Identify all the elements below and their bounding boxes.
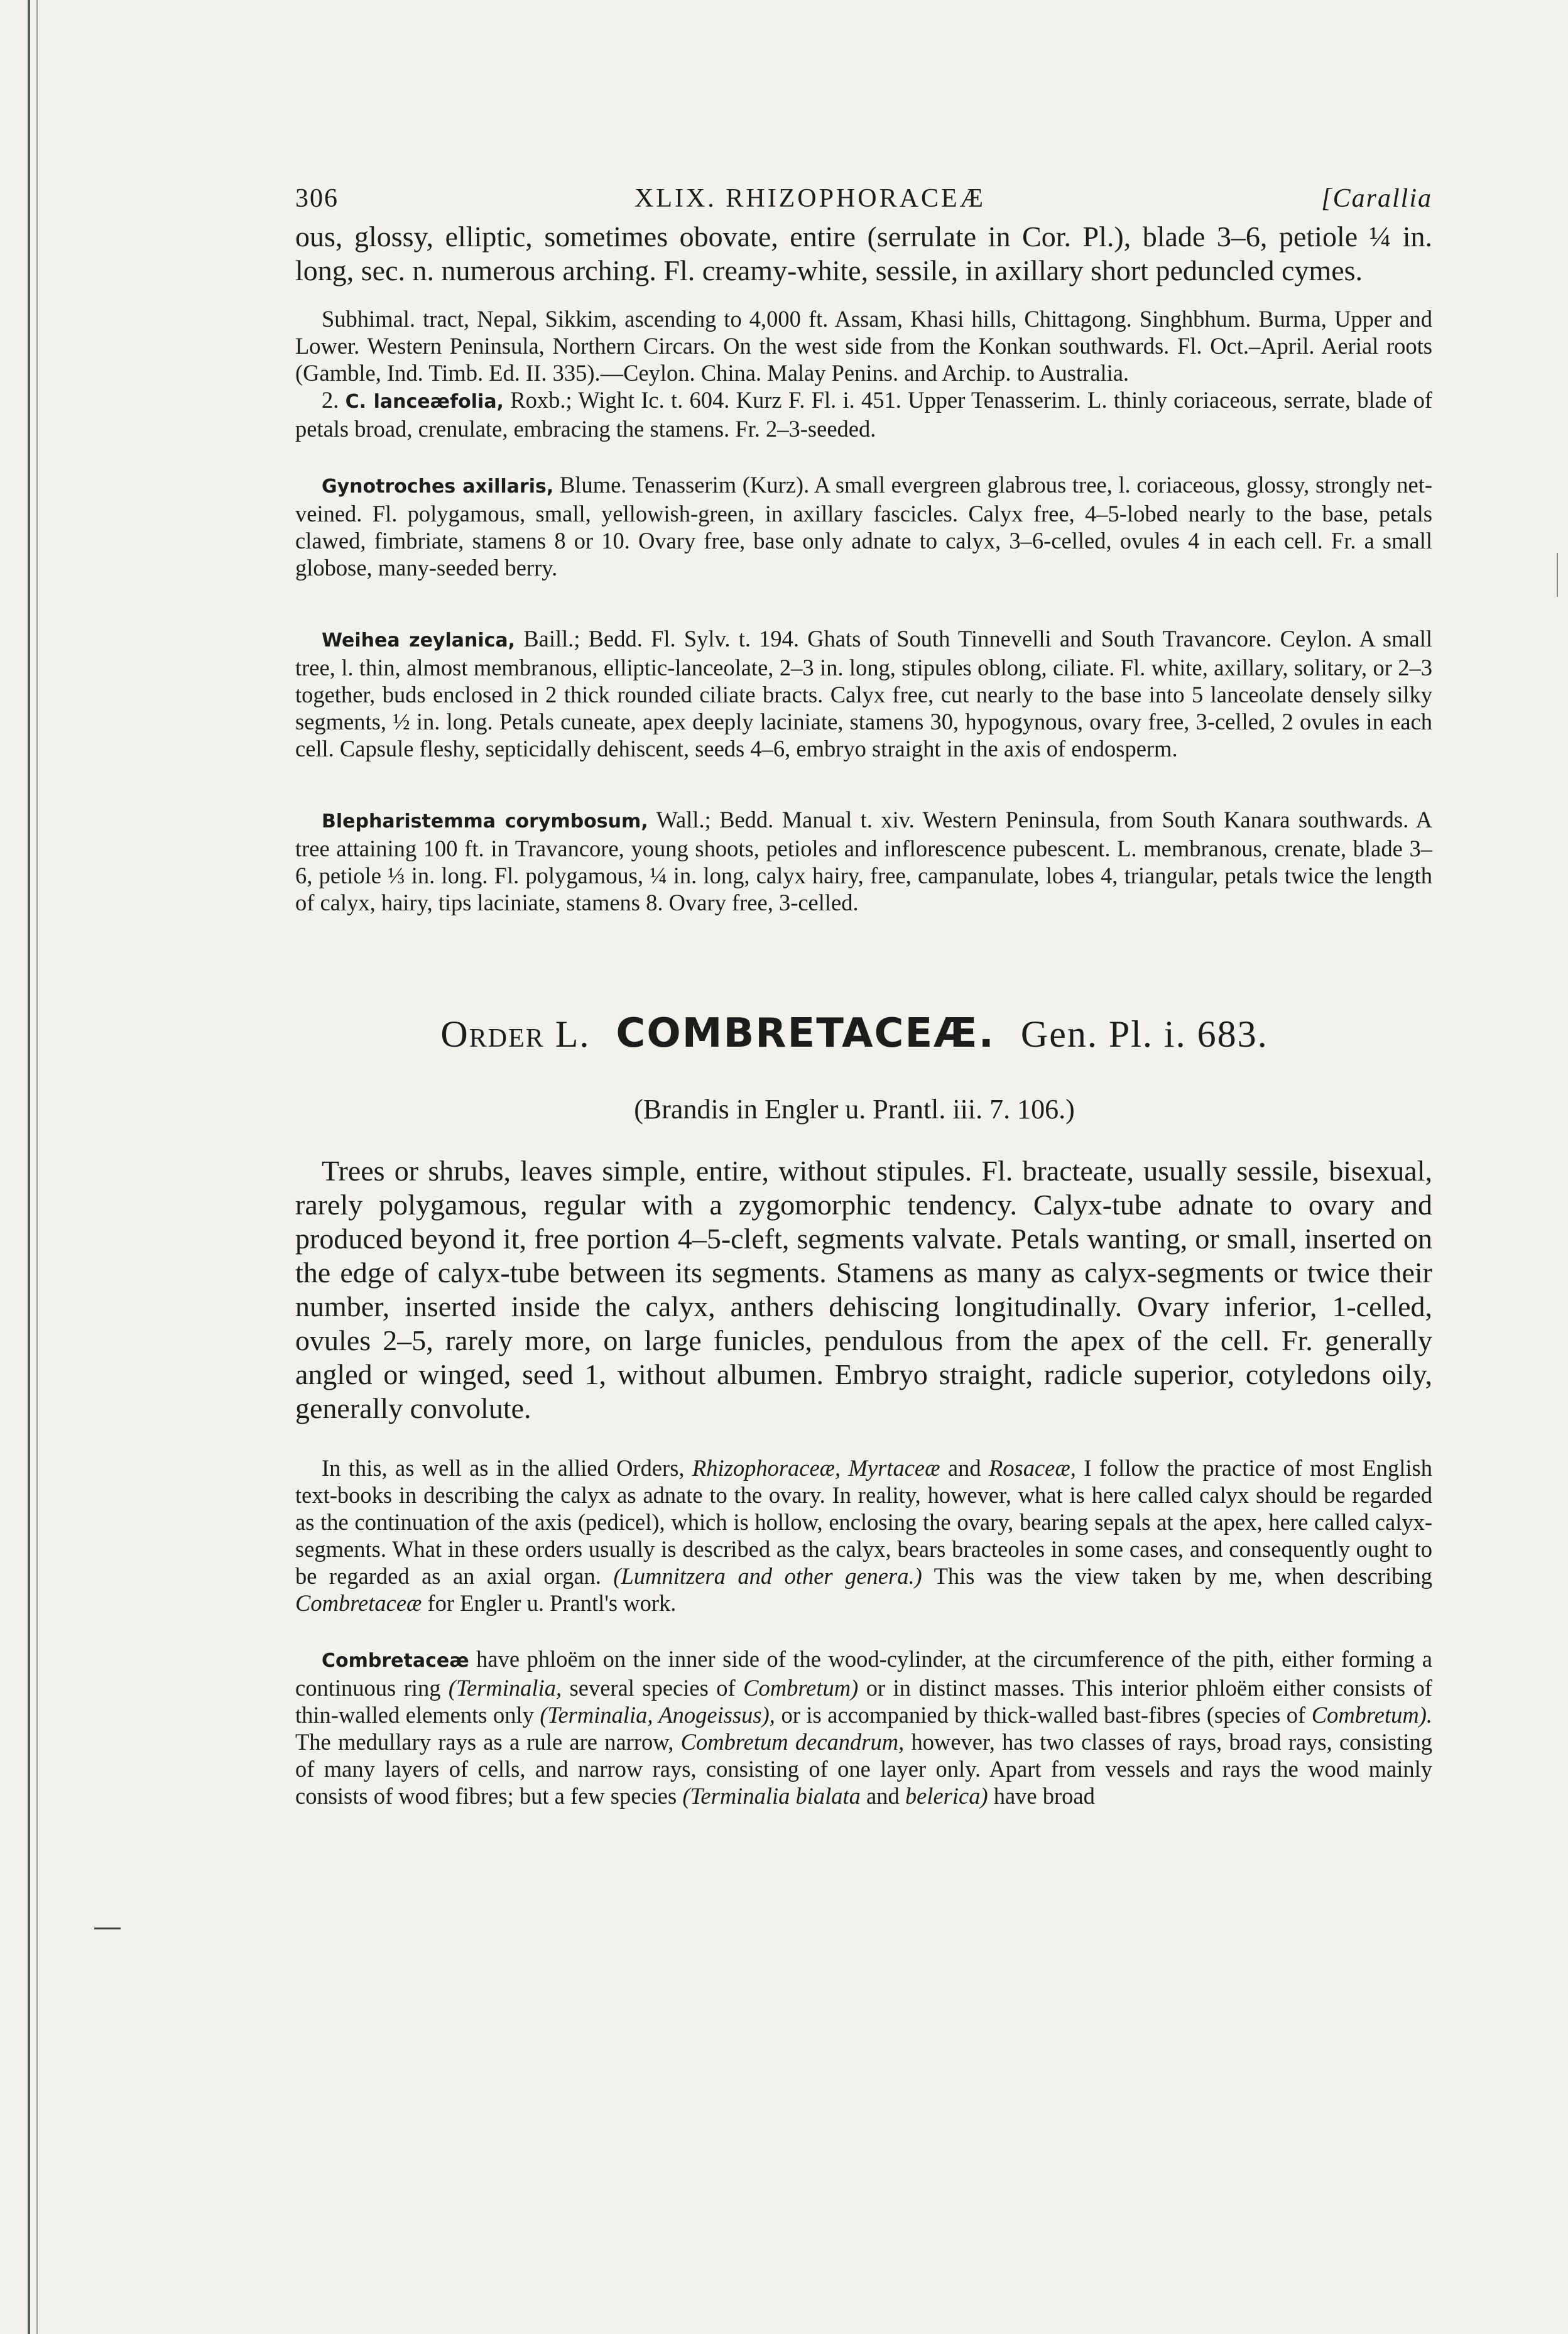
note-italic: belerica) [905,1783,988,1809]
page-number: 306 [295,184,339,213]
note-italic: Combretum). [1311,1702,1433,1728]
note-italic: Rosaceæ, [988,1455,1076,1481]
note-text: This was the view taken by me, when describing [934,1563,1432,1589]
note-text: several species of [569,1675,736,1701]
order-sub-reference: (Brandis in Engler u. Prantl. iii. 7. 106.) [634,1094,1075,1125]
species-name: Blepharistemma corymbosum, [322,810,648,832]
note-italic: (Terminalia bialata [682,1783,861,1809]
species-name: Gynotroches axillaris, [322,476,554,498]
note-text: and [866,1783,900,1809]
note-text: have broad [993,1783,1095,1809]
note-italic: (Terminalia, Anogeissus), [540,1702,775,1728]
page-body [276,176,1432,1809]
order-heading [276,1010,1432,1057]
wood-anatomy-note [295,1645,1432,1809]
entry-text: Baill.; Bedd. Fl. Sylv. t. 194. Ghats of South Tinnevelli and South Travancore. Ceylon. A small tree, l. thin, almost membranous, elliptic-lanceolate, 2–3 in. long, stipules oblong, ciliate. Fl. white, axillary, solitary, or 2–3 together, buds enclosed in 2 thick rounded ciliate bracts. Calyx free, cut nearly to the base into 5 lanceolate densely silky segments, ½ in. long. Petals cuneate, apex deeply laciniate, stamens 30, hypogynous, ovary free, 3-celled, 2 ovules in each cell. Capsule fleshy, septicidally dehiscent, seeds 4–6, embryo straight in the axis of endosperm. [295,626,1433,761]
note-text: or is accompanied by thick-walled bast-fibres (species of [781,1702,1306,1728]
margin-mark-right [1557,553,1558,597]
order-number: Order L. [440,1013,591,1055]
gynotroches-entry [295,471,1432,581]
carallia-description-continued: ous, glossy, elliptic, sometimes obovate, entire (serrulate in Cor. Pl.), blade 3–6, petiole ¼ in. long, sec. n. numerous arching. Fl. creamy-white, sessile, in axillary short peduncled cymes. [295,221,1432,286]
entry-number: 2. [322,387,339,413]
note-text: have phloëm on the inner side of the wood-cylinder, at the circumference of the pith, either forming a continuous ring [295,1646,1432,1701]
note-text: I follow the practice of most English text-books in describing the calyx as adnate to the ovary. In reality, however, what is here called calyx should be regarded as the continuation of the axis (pedicel), which is hollow, enclosing the ovary, bearing sepals at the apex, here called calyx-segments. What in these orders usually is described as the calyx, bears bracteoles in some cases, and consequently ought to be regarded as an axial organ. [295,1455,1433,1589]
weihea-entry [295,625,1432,762]
species-name: Weihea zeylanica, [322,630,516,652]
note-italic: Combretum) [743,1675,859,1701]
note-italic: Combretaceæ [295,1590,422,1616]
species-name: C. lanceæfolia, [345,391,504,413]
entry-text: Blume. Tenasserim (Kurz). A small evergreen glabrous tree, l. coriaceous, glossy, strongly net-veined. Fl. polygamous, small, yellowish-green, in axillary fascicles. Calyx free, 4–5-lobed nearly to the base, petals clawed, fimbriate, stamens 8 or 10. Ovary free, base only adnate to calyx, 3–6-celled, ovules 4 in each cell. Fr. a small globose, many-seeded berry. [295,472,1433,581]
blepharistemma-entry [295,806,1432,916]
carallia-distribution: Subhimal. tract, Nepal, Sikkim, ascending to 4,000 ft. Assam, Khasi hills, Chittagong. Singhbhum. Burma, Upper and Lower. Western Peninsula, Northern Circars. On the west side from the Konkan southwards. Fl. Oct.–April. Aerial roots (Gamble, Ind. Timb. Ed. II. 335).—Ceylon. China. Malay Penins. and Archip. to Australia. [295,306,1432,386]
calyx-note [295,1454,1432,1617]
scan-edge-shadow [36,0,38,2334]
running-head [276,176,1432,220]
note-text: however, has two classes of rays, broad rays, consisting of many layers of cells, and narrow rays, consisting of one layer only. Apart from vessels and rays the wood mainly consists of wood fibres; but a few species [295,1729,1433,1809]
note-italic: (Terminalia, [448,1675,562,1701]
note-italic: Rhizophoraceæ, Myrtaceæ [692,1455,940,1481]
carallia-lanceaefolia-entry [295,386,1432,442]
order-reference: Gen. Pl. i. 683. [1020,1013,1268,1055]
running-title: XLIX. RHIZOPHORACEÆ [634,184,986,213]
scan-edge [28,0,30,2334]
entry-text: Wall.; Bedd. Manual t. xiv. Western Peninsula, from South Kanara southwards. A tree attaining 100 ft. in Travancore, young shoots, petioles and inflorescence pubescent. L. membranous, crenate, blade 3–6, petiole ⅓ in. long. Fl. polygamous, ¼ in. long, calyx hairy, free, campanulate, lobes 4, triangular, petals twice the length of calyx, hairy, tips laciniate, stamens 8. Ovary free, 3-celled. [295,807,1432,915]
combretaceae-description: Trees or shrubs, leaves simple, entire, without stipules. Fl. bracteate, usually sessile, bisexual, rarely polygamous, regular with a zygomorphic tendency. Calyx-tube adnate to ovary and produced beyond it, free portion 4–5-cleft, segments valvate. Petals wanting, or small, inserted on the edge of calyx-tube between its segments. Stamens as many as calyx-segments or twice their number, inserted inside the calyx, anthers dehiscing longitudinally. Ovary inferior, 1-celled, ovules 2–5, rarely more, on large funicles, pendulous from the apex of the cell. Fr. generally angled or winged, seed 1, without albumen. Embryo straight, radicle superior, cotyledons oily, generally convolute. [295,1155,1432,1424]
margin-mark [94,1928,121,1929]
species-name: Combretaceæ [322,1650,469,1672]
note-text: and [947,1455,981,1481]
entry-text: Roxb.; Wight Ic. t. 604. Kurz F. Fl. i. 451. Upper Tenasserim. L. thinly coriaceous, serrate, blade of petals broad, crenulate, embracing the stamens. Fr. 2–3-seeded. [295,387,1432,442]
note-text: The medullary rays as a rule are narrow, [295,1729,674,1755]
note-italic: Combretum decandrum, [680,1729,905,1755]
note-text: for Engler u. Prantl's work. [427,1590,677,1616]
running-genus: [Carallia [1321,184,1432,213]
note-text: In this, as well as in the allied Orders, [322,1455,685,1481]
family-name: COMBRETACEÆ. [616,1010,995,1057]
note-italic: (Lumnitzera and other genera.) [613,1563,922,1589]
note-text: or in distinct masses. This interior phloëm either consists of thin-walled elements only [295,1675,1432,1728]
